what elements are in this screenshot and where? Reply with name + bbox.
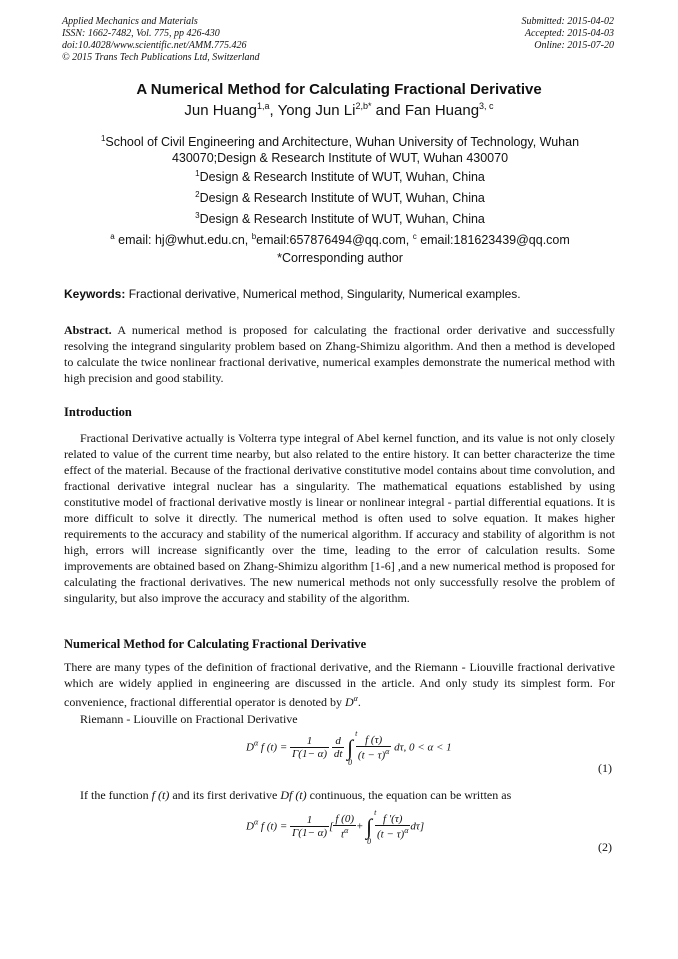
- email-text: email: hj@whut.edu.cn,: [114, 233, 252, 248]
- affiliation: [62, 166, 618, 185]
- author-name: Yong Jun Li: [277, 102, 356, 119]
- author-list: [0, 101, 678, 119]
- eq2-den-sup: α: [404, 826, 409, 835]
- integral-sign-icon: ∫: [347, 734, 354, 760]
- rl-label: Riemann - Liouville on Fractional Derivative: [80, 712, 298, 726]
- eq1-integral: [347, 728, 358, 767]
- eq2-frac-den: Γ(1− α): [292, 827, 328, 840]
- function-symbol: f (t): [151, 788, 170, 802]
- eq2-frac-den: [375, 826, 410, 841]
- eq1-frac-gamma: [290, 735, 329, 760]
- email-sup: a: [110, 232, 115, 241]
- affiliation-sup: 2: [195, 190, 200, 199]
- keywords: [64, 287, 616, 301]
- eq1-int-lower: 0: [348, 757, 353, 767]
- eq2-frac-den: [333, 826, 356, 841]
- author-separator: ,: [269, 102, 278, 119]
- integral-sign-icon: ∫: [366, 813, 373, 839]
- operator-symbol: D: [345, 695, 354, 709]
- journal-info: [62, 16, 260, 64]
- paper-title: A Numerical Method for Calculating Fractional Derivative: [136, 81, 542, 98]
- eq2-int-lower: 0: [367, 836, 372, 846]
- eq1-den-sup: α: [385, 747, 390, 756]
- abstract: [64, 322, 615, 386]
- keywords-text: Fractional derivative, Numerical method, Singularity, Numerical examples.: [125, 287, 521, 301]
- keywords-label: Keywords:: [64, 287, 126, 301]
- eq1-frac-num: 1: [290, 735, 329, 748]
- equation-2: [246, 807, 425, 846]
- eq2-frac-num: 1: [290, 814, 329, 827]
- affiliation-sup: 1: [195, 169, 200, 178]
- eq2-frac-num: f ′(τ): [375, 813, 410, 826]
- affiliation: [62, 208, 618, 227]
- eq1-frac-ddt: [332, 735, 345, 760]
- email-line: [62, 229, 618, 248]
- eq2-den-sup: α: [344, 826, 349, 835]
- eq2-lhs: D: [246, 820, 254, 833]
- eq1-frac-num: d: [332, 735, 345, 748]
- author-sup: 3, c: [479, 101, 494, 111]
- eq1-lhs: D: [246, 741, 254, 754]
- method-paragraph: There are many types of the definition of fractional derivative, and the Riemann - Liouville fractional derivative which are widely applied in engineering are discussed in the article. And only study its simplest form. For convenience, fractional differential operator is denoted by: [64, 660, 615, 709]
- affiliation-sup: 3: [195, 211, 200, 220]
- eq1-lhs-rest: f (t) =: [258, 741, 288, 754]
- eq1-frac-den: dt: [333, 748, 343, 761]
- abstract-text: A numerical method is proposed for calculating the fractional order derivative and successfully resolving the integrand singularity problem based on Zhang-Shimizu algorithm. And then a method is developed to calculate the twice nonlinear fractional derivative, numerical examples demonstrate the numerical method with high precision and good stability.: [64, 323, 615, 385]
- author-separator: and: [371, 102, 405, 119]
- eq1-den-text: (t − τ): [357, 749, 386, 762]
- eq2-frac-num: f (0): [335, 813, 354, 825]
- continuity-text: [64, 787, 615, 803]
- equation-1: [246, 728, 452, 767]
- publication-dates: [522, 16, 615, 52]
- eq1-frac-num: f (τ): [356, 734, 391, 747]
- equation-number-2: (2): [598, 840, 612, 854]
- email-sup: c: [412, 232, 417, 241]
- continuity-text-part: continuous, the equation can be written as: [306, 788, 512, 802]
- online-date: Online: 2015-07-20: [534, 40, 614, 51]
- eq2-tail: dτ]: [410, 820, 425, 833]
- method-paragraph-end: .: [357, 695, 361, 709]
- continuity-text-part: and its first derivative: [169, 788, 281, 802]
- email-sup: b: [251, 232, 257, 241]
- eq2-frac-gamma: [290, 814, 329, 839]
- affiliation: [62, 131, 618, 166]
- author-sup: 1,a: [256, 101, 270, 111]
- affiliation-sup: 1: [100, 134, 106, 143]
- eq2-bracket-open: [: [329, 820, 334, 833]
- method-text: [64, 659, 615, 710]
- eq2-int-upper: t: [374, 807, 377, 817]
- eq1-frac-den: [356, 747, 391, 762]
- derivative-symbol: Df (t): [280, 788, 307, 802]
- eq2-plus: +: [355, 820, 364, 833]
- author-name: Fan Huang: [404, 102, 480, 119]
- corresponding-author: *Corresponding author: [277, 251, 403, 265]
- eq2-den-text: (t − τ): [376, 828, 405, 841]
- accepted-date: Accepted: 2015-04-03: [524, 28, 614, 39]
- eq2-integral: [366, 807, 377, 846]
- submitted-date: Submitted: 2015-04-02: [521, 16, 614, 27]
- eq1-tail: dτ, 0 < α < 1: [394, 741, 452, 754]
- abstract-label: Abstract.: [64, 323, 112, 337]
- email-text: email:181623439@qq.com: [416, 233, 570, 248]
- section-heading-introduction: Introduction: [64, 405, 132, 419]
- section-heading-method: Numerical Method for Calculating Fractional Derivative: [64, 637, 367, 651]
- author-sup: 2,b*: [355, 101, 372, 111]
- affiliation-text: Design & Research Institute of WUT, Wuhan, China: [199, 191, 485, 206]
- journal-name: Applied Mechanics and Materials: [62, 16, 198, 27]
- affiliation: [62, 187, 618, 206]
- operator-sup: α: [353, 694, 358, 703]
- eq2-den-text: t: [341, 828, 345, 841]
- eq1-frac-den: Γ(1− α): [292, 748, 328, 761]
- eq2-frac-initial: [333, 813, 356, 841]
- author-name: Jun Huang: [184, 102, 257, 119]
- affiliation-text: School of Civil Engineering and Architecture, Wuhan University of Technology, Wuhan 430070;Design & Research Institute of WUT, Wuhan 430070: [105, 135, 580, 166]
- eq2-lhs-sup: α: [253, 817, 259, 827]
- eq2-frac-kernel: [375, 813, 410, 841]
- eq1-int-upper: t: [355, 728, 358, 738]
- affiliation-text: Design & Research Institute of WUT, Wuhan, China: [199, 170, 485, 185]
- eq2-lhs-rest: f (t) =: [258, 820, 288, 833]
- continuity-text-part: If the function: [80, 788, 152, 802]
- email-text: email:657876494@qq.com,: [256, 233, 413, 248]
- journal-issn: ISSN: 1662-7482, Vol. 775, pp 426-430: [62, 28, 220, 39]
- journal-copyright: © 2015 Trans Tech Publications Ltd, Switzerland: [62, 52, 260, 63]
- equation-number-1: (1): [598, 761, 612, 775]
- introduction-text: Fractional Derivative actually is Volterra type integral of Abel kernel function, and its value is not only closely related to value of the current time nearby, but also related to the entire history. It can better characterize the time effect of the material. Because of the fractional derivative constitutive model contains about time convolution, and fractional derivative integral nuclear has a singularity. The mathematical equations established by using constitutive model of fractional derivative mostly is linear or nonlinear integral - partial differential equations. It is more difficult to solve it directly. The numerical method is often used to solve equation. It makes higher requirements to the accuracy and stability of the numerical algorithm. If accuracy and stability of algorithm is not high, errors will increase significantly over the time, leading to the error of calculation results. Some improvements are obtained based on Zhang-Shimizu algorithm [1-6] ,and a new numerical method is proposed for calculating the fractional derivatives. The new numerical methods not only successfully resolve the problem of singularity, but also improve the accuracy and stability of the algorithm.: [64, 431, 615, 605]
- journal-doi: doi:10.4028/www.scientific.net/AMM.775.426: [62, 40, 247, 51]
- eq1-frac-kernel: [356, 734, 391, 762]
- affiliation-text: Design & Research Institute of WUT, Wuhan, China: [199, 212, 485, 227]
- eq1-lhs-sup: α: [253, 738, 259, 748]
